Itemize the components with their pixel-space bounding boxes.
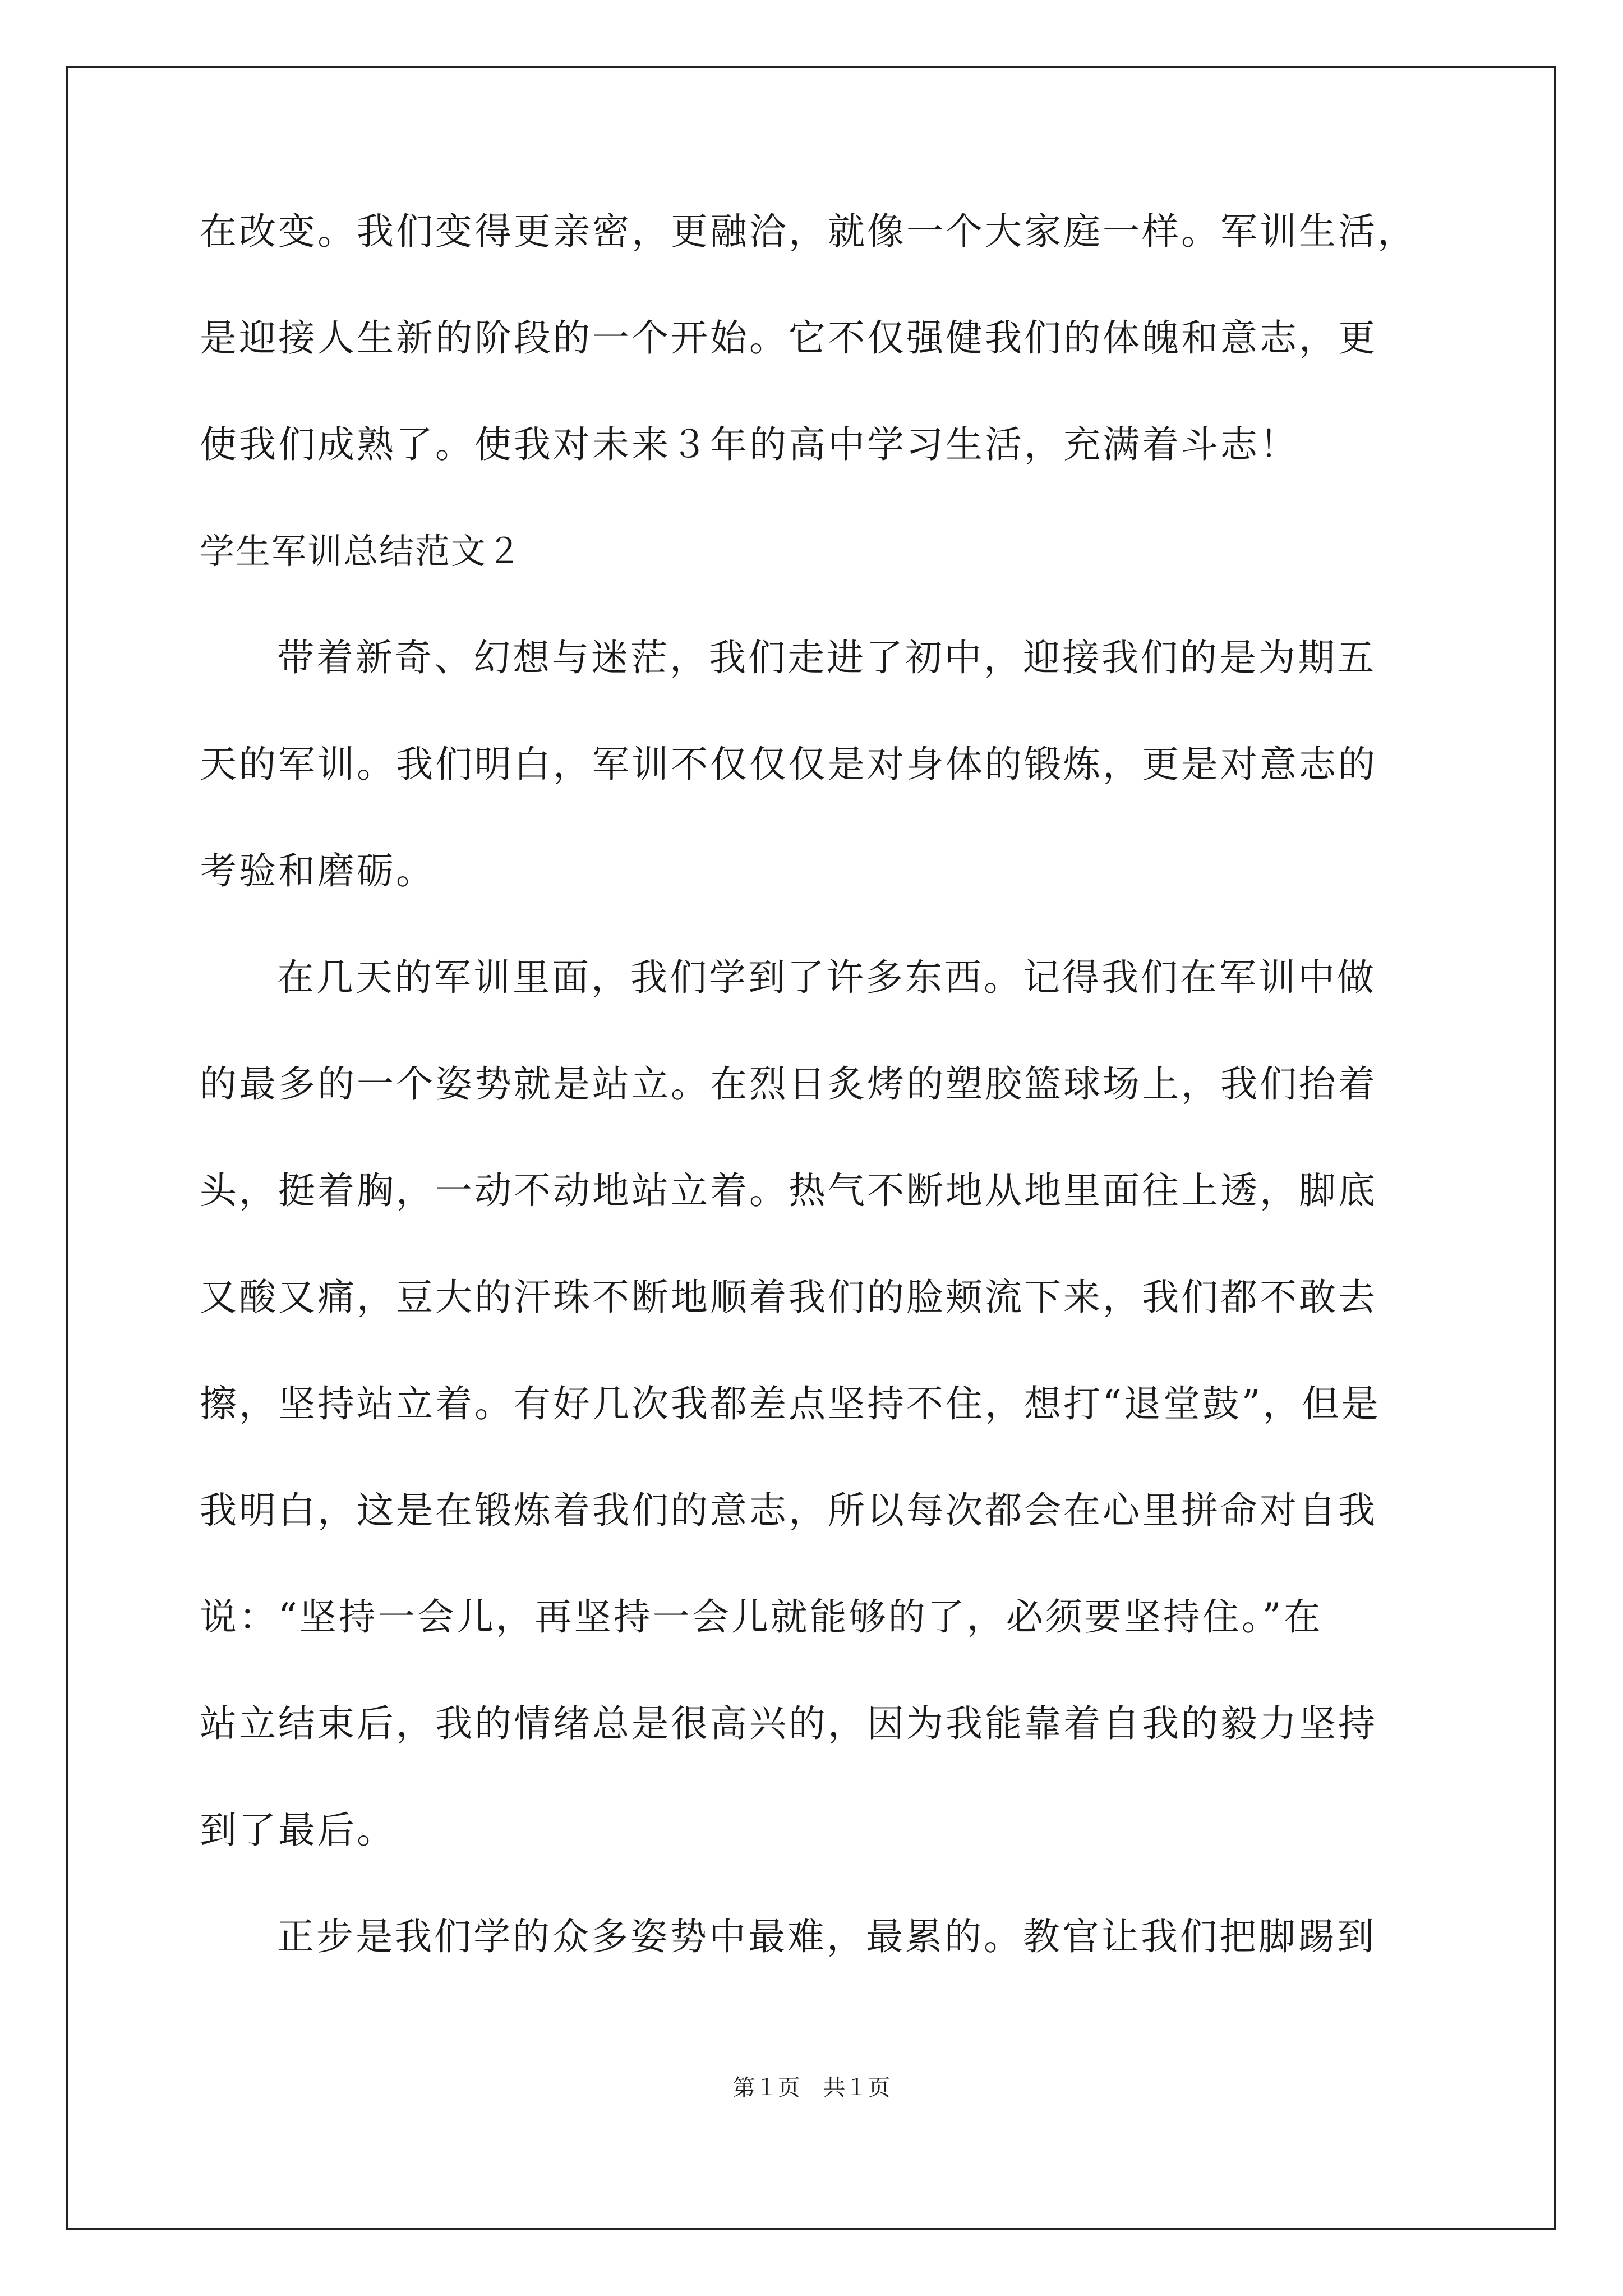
text-line: 在几天的军训里面，我们学到了许多东西。记得我们在军训中做 xyxy=(277,956,1376,999)
text-line: 站立结束后，我的情绪总是很高兴的，因为我能靠着自我的毅力坚持 xyxy=(200,1702,1377,1745)
page-number: 第１页 xyxy=(732,2075,800,2101)
text-line: 又酸又痛，豆大的汗珠不断地顺着我们的脸颊流下来，我们都不敢去 xyxy=(200,1276,1377,1319)
text-line: 到了最后。 xyxy=(200,1809,396,1852)
text-line: 头，挺着胸，一动不动地站立着。热气不断地从地里面往上透，脚底 xyxy=(200,1169,1377,1212)
paragraph-1 xyxy=(200,636,1428,959)
page-total: 共１页 xyxy=(823,2075,891,2101)
text-line: 带着新奇、幻想与迷茫，我们走进了初中，迎接我们的是为期五 xyxy=(277,636,1376,679)
page-footer xyxy=(0,2074,1623,2101)
paragraph-3 xyxy=(200,1915,1428,2025)
text-line: 是迎接人生新的阶段的一个开始。它不仅强健我们的体魄和意志，更 xyxy=(200,316,1377,360)
text-line: 考验和磨砺。 xyxy=(200,849,435,892)
text-line: 我明白，这是在锻炼着我们的意志，所以每次都会在心里拼命对自我 xyxy=(200,1489,1377,1532)
text-line: 的最多的一个姿势就是站立。在烈日炙烤的塑胶篮球场上，我们抬着 xyxy=(200,1062,1377,1106)
text-line: 正步是我们学的众多姿势中最难，最累的。教官让我们把脚踢到 xyxy=(277,1915,1376,1958)
document-body xyxy=(200,210,1428,2025)
text-line: 使我们成熟了。使我对未来３年的高中学习生活，充满着斗志！ xyxy=(200,423,1299,466)
text-line: 在改变。我们变得更亲密，更融洽，就像一个大家庭一样。军训生活， xyxy=(200,210,1417,253)
paragraph-intro xyxy=(200,210,1428,533)
section-title: 学生军训总结范文２ xyxy=(200,531,523,572)
text-line: 擦，坚持站立着。有好几次我都差点坚持不住，想打“退堂鼓”，但是 xyxy=(200,1382,1381,1425)
paragraph-2 xyxy=(200,956,1428,1918)
text-line: 天的军训。我们明白，军训不仅仅仅是对身体的锻炼，更是对意志的 xyxy=(200,743,1377,786)
text-line: 说：“坚持一会儿，再坚持一会儿就能够的了，必须要坚持住。”在 xyxy=(200,1595,1323,1639)
